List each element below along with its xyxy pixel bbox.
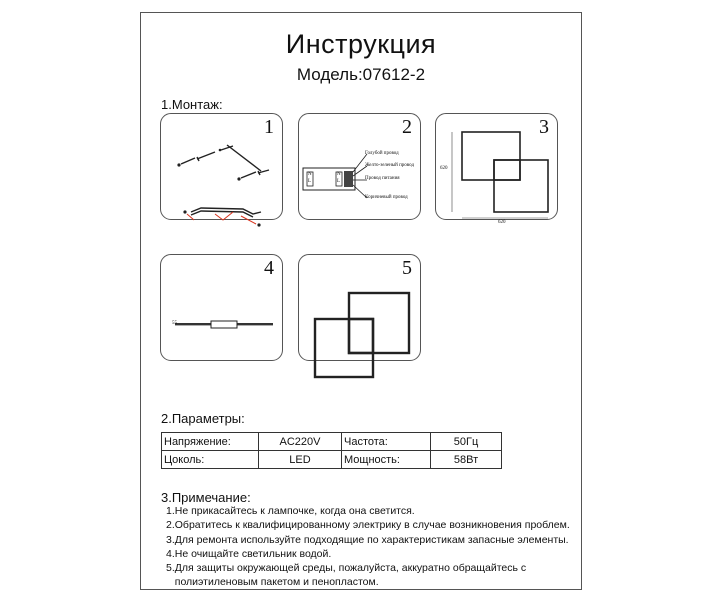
panel-4-number: 4	[264, 257, 274, 279]
panel-4-side-view	[160, 254, 283, 361]
terminal-label-n-2: N	[337, 172, 341, 177]
wire-label-blue: Голубой провод	[365, 151, 399, 156]
param-label: Частота:	[342, 433, 431, 451]
terminal-label-l: L	[308, 179, 312, 184]
param-value: 50Гц	[431, 433, 502, 451]
param-label: Мощность:	[342, 451, 431, 469]
dimensions-drawing	[436, 114, 559, 221]
assembled-fixture-drawing	[299, 255, 422, 362]
parameters-table	[161, 432, 502, 469]
list-item: полиэтиленовым пакетом и пенопластом.	[166, 576, 379, 589]
panel-2-wiring	[298, 113, 421, 220]
wire-label-brown: Коричневый провод	[365, 195, 408, 200]
panel-3-dimensions	[435, 113, 558, 225]
param-label: Напряжение:	[162, 433, 259, 451]
param-value: LED	[259, 451, 342, 469]
notes-list	[166, 504, 576, 590]
section-mount-heading: 1.Монтаж:	[161, 97, 223, 112]
dimension-label-horizontal: 620	[498, 220, 506, 225]
panel-2-number: 2	[402, 116, 412, 138]
panel-1-number: 1	[264, 116, 274, 138]
terminal-label-n: N	[308, 172, 312, 177]
list-item: 2.Обратитесь к квалифицированному электрику в случае возникновения проблем.	[166, 519, 570, 532]
model-number: Модель:07612-2	[296, 65, 426, 84]
screws-and-bracket-illustration	[161, 114, 284, 221]
param-value: AC220V	[259, 433, 342, 451]
panel-1-mounting-hardware	[160, 113, 283, 220]
panel-5-assembled	[298, 254, 421, 361]
wire-label-yellow-green: Желто-зеленый провод	[365, 163, 414, 168]
panel-3-number: 3	[539, 116, 549, 138]
section-notes-heading: 3.Примечание:	[161, 490, 251, 505]
panel-5-number: 5	[402, 257, 412, 279]
page-title: Инструкция	[285, 29, 437, 59]
terminal-label-l-2: L	[337, 179, 341, 184]
param-value: 58Вт	[431, 451, 502, 469]
side-dimension-label: 55	[172, 321, 177, 326]
instruction-sheet	[140, 12, 582, 590]
table-row	[162, 451, 502, 469]
list-item: 4.Не очищайте светильник водой.	[166, 547, 332, 560]
list-item: 5.Для защиты окружающей среды, пожалуйста, аккуратно обращайтесь с	[166, 562, 527, 575]
dimension-label-vertical: 620	[440, 166, 448, 171]
table-row	[162, 433, 502, 451]
param-label: Цоколь:	[162, 451, 259, 469]
wire-label-power: Провод питания	[365, 176, 400, 181]
side-view-drawing	[161, 255, 284, 362]
list-item: 3.Для ремонта используйте подходящие по характеристикам запасные элементы.	[166, 533, 569, 546]
section-params-heading: 2.Параметры:	[161, 411, 245, 426]
list-item: 1.Не прикасайтесь к лампочке, когда она светится.	[166, 505, 415, 517]
